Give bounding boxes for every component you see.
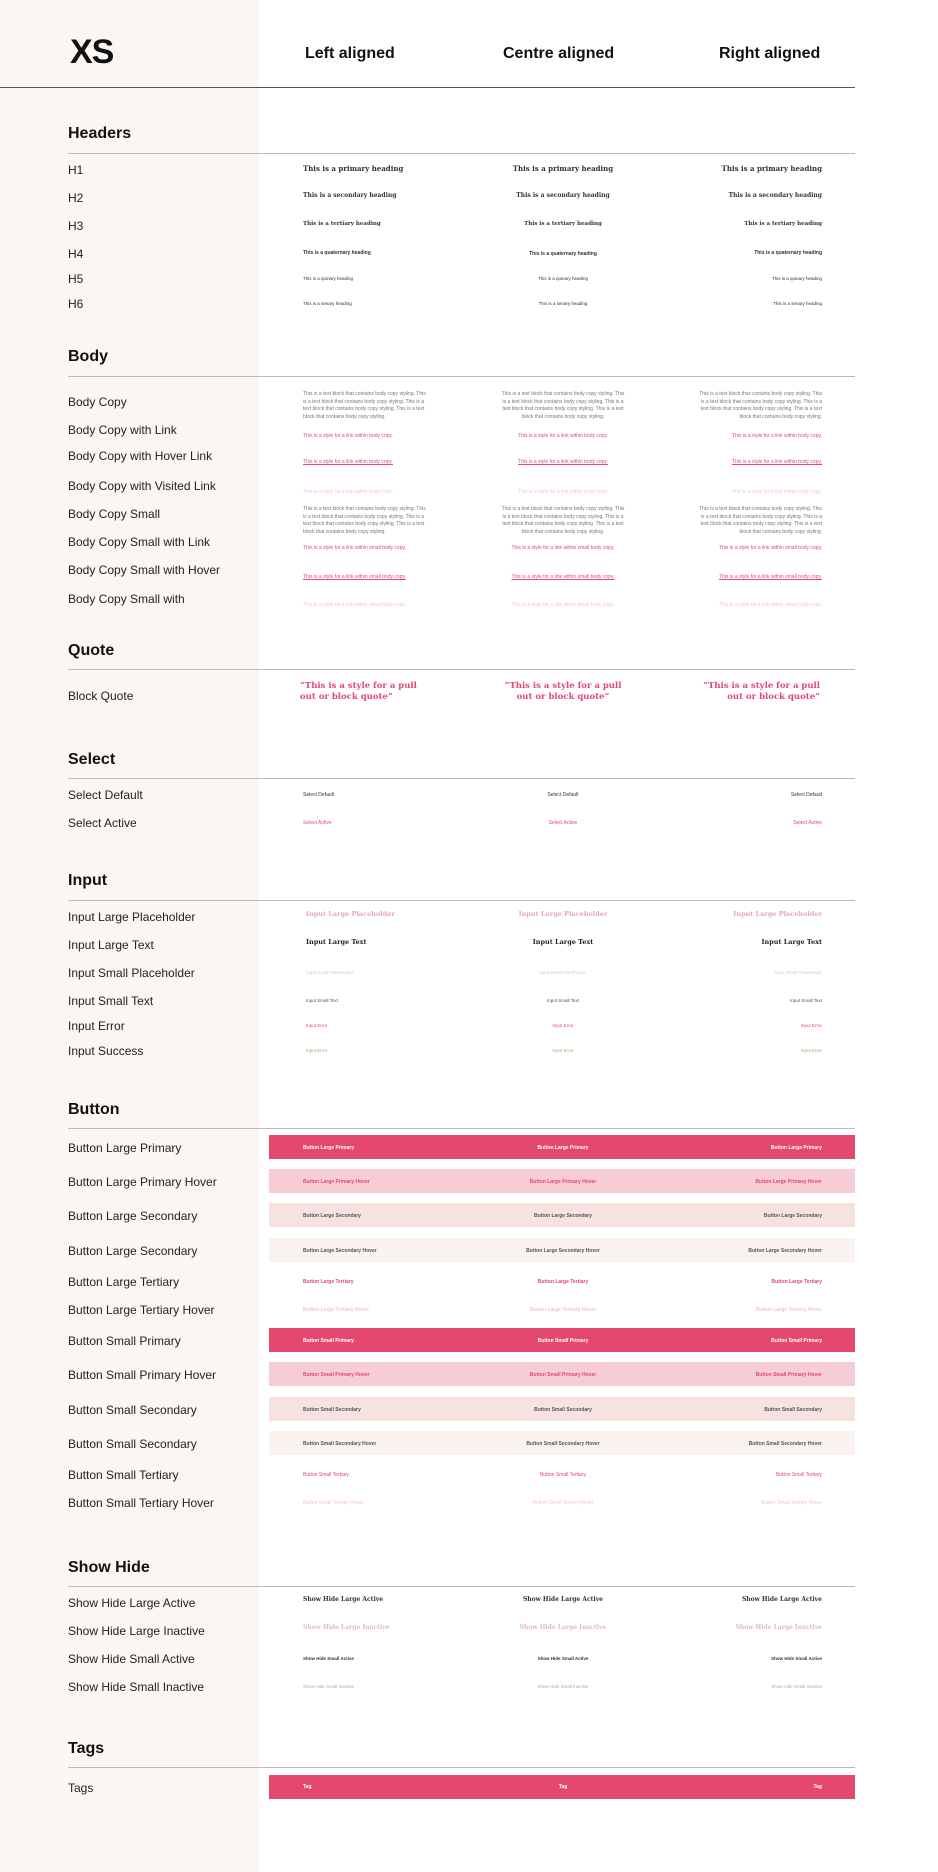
row-label-button-small-secondary: Button Small Secondary <box>68 1403 197 1417</box>
button-large-secondary-hover-right[interactable]: Button Large Secondary Hover <box>748 1248 822 1254</box>
h1-left: This is a primary heading <box>303 164 404 173</box>
show-hide-small-active-left[interactable]: Show Hide Small Active <box>303 1656 354 1661</box>
body-small-link-centre[interactable]: This is a style for a link within small body copy. <box>511 545 615 551</box>
button-small-secondary-hover-right[interactable]: Button Small Secondary Hover <box>748 1441 822 1447</box>
body-hover-link-left[interactable]: This is a style for a link within body copy. <box>303 459 393 465</box>
button-large-tertiary-right[interactable]: Button Large Tertiary <box>771 1279 822 1285</box>
select-active-centre[interactable]: Select Active <box>548 820 578 826</box>
button-large-secondary-left[interactable]: Button Large Secondary <box>303 1213 362 1219</box>
select-default-centre[interactable]: Select Default <box>547 792 579 798</box>
size-logo: XS <box>70 33 114 71</box>
row-label-body-copy-small-link: Body Copy Small with Link <box>68 535 211 549</box>
body-copy-small-left: This is a text block that contains body copy styling. This is a text block that contains body copy styling. This is a text block that contains body copy styling. This is a text block that contains body copy styling. <box>303 506 426 535</box>
h4-right: This is a quaternary heading <box>754 250 822 256</box>
row-label-button-large-tertiary-hover: Button Large Tertiary Hover <box>68 1303 215 1317</box>
select-active-right[interactable]: Select Active <box>793 820 822 826</box>
show-hide-small-inactive-right[interactable]: Show Hide Small Inactive <box>770 1684 822 1689</box>
input-large-text-left[interactable]: Input Large Text <box>306 938 367 946</box>
row-label-h5: H5 <box>68 272 84 286</box>
section-title-headers: Headers <box>68 125 132 142</box>
column-header-centre: Centre aligned <box>503 45 615 62</box>
section-title-select: Select <box>68 751 116 768</box>
button-small-secondary-right[interactable]: Button Small Secondary <box>764 1407 822 1413</box>
row-label-h4: H4 <box>68 247 84 261</box>
button-large-tertiary-hover-right[interactable]: Button Large Tertiary Hover <box>755 1307 822 1313</box>
row-label-button-large-tertiary: Button Large Tertiary <box>68 1275 180 1289</box>
body-small-visited-link-centre[interactable]: This is a style for a link within small body copy. <box>511 602 615 608</box>
input-success-right[interactable]: Input Error <box>800 1048 822 1053</box>
button-small-tertiary-hover-left[interactable]: Button Small Tertiary Hover <box>303 1500 364 1506</box>
button-small-tertiary-centre[interactable]: Button Small Tertiary <box>539 1472 587 1478</box>
body-small-link-left[interactable]: This is a style for a link within small body copy. <box>303 545 407 551</box>
row-label-body-copy-small-visited: Body Copy Small with <box>68 592 185 606</box>
show-hide-large-inactive-right[interactable]: Show Hide Large Inactive <box>735 1624 822 1631</box>
h1-right: This is a primary heading <box>721 164 822 173</box>
show-hide-small-active-centre[interactable]: Show Hide Small Active <box>537 1656 589 1661</box>
row-label-h3: H3 <box>68 219 84 233</box>
body-copy-small-centre: This is a text block that contains body copy styling. This is a text block that contains body copy styling. This is a text block that contains body copy styling. This is a text block that contains body copy styling. <box>501 506 625 535</box>
row-label-input-success: Input Success <box>68 1044 144 1058</box>
button-small-primary-hover-right[interactable]: Button Small Primary Hover <box>755 1372 822 1378</box>
show-hide-large-active-centre[interactable]: Show Hide Large Active <box>522 1596 604 1603</box>
row-label-select-default: Select Default <box>68 788 143 802</box>
column-header-left: Left aligned <box>305 45 395 62</box>
row-label-show-hide-small-active: Show Hide Small Active <box>68 1652 195 1666</box>
row-label-input-large-placeholder: Input Large Placeholder <box>68 910 196 924</box>
button-large-secondary-centre[interactable]: Button Large Secondary <box>533 1213 593 1219</box>
row-label-tags: Tags <box>68 1781 94 1795</box>
row-label-h1: H1 <box>68 163 84 177</box>
input-large-text-centre[interactable]: Input Large Text <box>532 938 594 946</box>
section-title-input: Input <box>68 872 108 889</box>
button-small-tertiary-left[interactable]: Button Small Tertiary <box>303 1472 350 1478</box>
show-hide-large-inactive-centre[interactable]: Show Hide Large Inactive <box>519 1624 607 1631</box>
row-label-select-active: Select Active <box>68 816 137 830</box>
button-large-primary-hover-right[interactable]: Button Large Primary Hover <box>755 1179 822 1185</box>
button-large-primary-hover-left[interactable]: Button Large Primary Hover <box>303 1179 370 1185</box>
button-small-primary-left[interactable]: Button Small Primary <box>303 1338 354 1344</box>
button-large-secondary-right[interactable]: Button Large Secondary <box>763 1213 822 1219</box>
h3-left: This is a tertiary heading <box>303 221 381 227</box>
select-default-left[interactable]: Select Default <box>303 792 335 798</box>
h6-right: This is a senary heading <box>773 301 822 306</box>
button-small-tertiary-right[interactable]: Button Small Tertiary <box>775 1472 822 1478</box>
body-small-hover-link-right[interactable]: This is a style for a link within small body copy. <box>718 574 822 580</box>
button-large-primary-centre[interactable]: Button Large Primary <box>537 1145 589 1151</box>
row-label-button-large-primary-hover: Button Large Primary Hover <box>68 1175 217 1189</box>
row-label-show-hide-small-inactive: Show Hide Small Inactive <box>68 1680 205 1694</box>
body-small-hover-link-left[interactable]: This is a style for a link within small body copy. <box>303 574 407 580</box>
block-quote-right: “This is a style for a pull out or block quote” <box>703 681 820 702</box>
h2-centre: This is a secondary heading <box>516 192 610 199</box>
h4-left: This is a quaternary heading <box>303 250 371 256</box>
button-small-primary-centre[interactable]: Button Small Primary <box>537 1338 589 1344</box>
body-hover-link-right[interactable]: This is a style for a link within body copy. <box>732 459 822 465</box>
row-label-button-large-primary: Button Large Primary <box>68 1141 182 1155</box>
row-label-button-small-primary: Button Small Primary <box>68 1334 181 1348</box>
section-title-show-hide: Show Hide <box>68 1559 150 1576</box>
input-large-placeholder-centre[interactable]: Input Large Placeholder <box>518 910 608 918</box>
button-large-primary-right[interactable]: Button Large Primary <box>770 1145 822 1151</box>
input-small-text-left[interactable]: Input Small Text <box>306 998 338 1003</box>
button-small-primary-hover-centre[interactable]: Button Small Primary Hover <box>529 1372 597 1378</box>
row-label-input-small-placeholder: Input Small Placeholder <box>68 966 195 980</box>
show-hide-small-inactive-left[interactable]: Show Hide Small Inactive <box>303 1684 355 1689</box>
input-small-placeholder-right[interactable]: Input Small Placeholder <box>774 970 822 975</box>
input-success-left[interactable]: Input Error <box>306 1048 328 1053</box>
section-divider <box>68 1586 855 1587</box>
row-label-h2: H2 <box>68 191 84 205</box>
show-hide-small-active-right[interactable]: Show Hide Small Active <box>771 1656 822 1661</box>
input-large-placeholder-left[interactable]: Input Large Placeholder <box>306 910 395 918</box>
body-visited-link-centre[interactable]: This is a style for a link within body copy. <box>518 489 608 495</box>
h5-centre: This is a quinary heading <box>537 276 589 281</box>
h2-right: This is a secondary heading <box>728 192 822 199</box>
h5-left: This is a quinary heading <box>303 276 354 281</box>
body-small-hover-link-centre[interactable]: This is a style for a link within small body copy. <box>511 574 615 580</box>
body-visited-link-right[interactable]: This is a style for a link within body copy. <box>732 489 822 495</box>
button-large-primary-left[interactable]: Button Large Primary <box>303 1145 355 1151</box>
button-large-tertiary-hover-centre[interactable]: Button Large Tertiary Hover <box>529 1307 597 1313</box>
button-small-primary-right[interactable]: Button Small Primary <box>771 1338 822 1344</box>
button-large-tertiary-left[interactable]: Button Large Tertiary <box>303 1279 354 1285</box>
row-label-button-large-secondary: Button Large Secondary <box>68 1209 198 1223</box>
section-title-tags: Tags <box>68 1740 105 1757</box>
button-large-tertiary-centre[interactable]: Button Large Tertiary <box>537 1279 589 1285</box>
input-error-centre[interactable]: Input Error <box>552 1023 574 1028</box>
section-divider <box>68 900 855 901</box>
h3-right: This is a tertiary heading <box>744 221 822 227</box>
section-title-body: Body <box>68 348 108 365</box>
input-small-text-right[interactable]: Input Small Text <box>790 998 822 1003</box>
show-hide-large-active-right[interactable]: Show Hide Large Active <box>741 1596 822 1603</box>
input-error-right[interactable]: Input Error <box>800 1023 822 1028</box>
button-large-secondary-hover-centre[interactable]: Button Large Secondary Hover <box>526 1248 600 1254</box>
row-label-body-copy: Body Copy <box>68 395 127 409</box>
button-small-secondary-hover-left[interactable]: Button Small Secondary Hover <box>303 1441 377 1447</box>
body-link-left[interactable]: This is a style for a link within body copy. <box>303 433 393 439</box>
row-label-body-copy-small: Body Copy Small <box>68 507 161 521</box>
body-small-link-right[interactable]: This is a style for a link within small body copy. <box>718 545 822 551</box>
row-label-h6: H6 <box>68 297 84 311</box>
h2-left: This is a secondary heading <box>303 192 397 199</box>
h1-centre: This is a primary heading <box>512 164 614 173</box>
h6-left: This is a senary heading <box>303 301 352 306</box>
show-hide-small-inactive-centre[interactable]: Show Hide Small Inactive <box>537 1684 589 1689</box>
row-label-body-copy-link: Body Copy with Link <box>68 423 177 437</box>
button-large-secondary-hover-left[interactable]: Button Large Secondary Hover <box>303 1248 377 1254</box>
row-label-button-small-secondary-hover: Button Small Secondary <box>68 1437 197 1451</box>
show-hide-large-active-left[interactable]: Show Hide Large Active <box>303 1596 384 1603</box>
h5-right: This is a quinary heading <box>771 276 822 281</box>
section-divider <box>68 1767 855 1768</box>
button-small-secondary-centre[interactable]: Button Small Secondary <box>534 1407 592 1413</box>
section-title-button: Button <box>68 1101 120 1118</box>
h6-centre: This is a senary heading <box>538 301 588 306</box>
body-copy-right: This is a text block that contains body copy styling. This is a text block that contains body copy styling. This is a text block that contains body copy styling. This is a text block that contains body copy styling. <box>699 391 822 420</box>
section-divider <box>68 376 855 377</box>
body-link-right[interactable]: This is a style for a link within body copy. <box>732 433 822 439</box>
row-label-button-large-secondary-hover: Button Large Secondary <box>68 1244 198 1258</box>
show-hide-large-inactive-left[interactable]: Show Hide Large Inactive <box>303 1624 390 1631</box>
header-divider <box>0 87 855 88</box>
input-small-text-centre[interactable]: Input Small Text <box>547 998 579 1003</box>
body-small-visited-link-left[interactable]: This is a style for a link within small body copy. <box>303 602 407 608</box>
row-label-block-quote: Block Quote <box>68 689 134 703</box>
section-divider <box>68 669 855 670</box>
input-success-centre[interactable]: Input Error <box>552 1048 574 1053</box>
body-small-visited-link-right[interactable]: This is a style for a link within small body copy. <box>718 602 822 608</box>
row-label-body-copy-small-hover: Body Copy Small with Hover <box>68 563 221 577</box>
row-label-button-small-tertiary: Button Small Tertiary <box>68 1468 179 1482</box>
section-divider <box>68 153 855 154</box>
button-large-primary-hover-centre[interactable]: Button Large Primary Hover <box>529 1179 597 1185</box>
body-copy-small-right: This is a text block that contains body copy styling. This is a text block that contains body copy styling. This is a text block that contains body copy styling. This is a text block that contains body copy styling. <box>699 506 822 535</box>
h3-centre: This is a tertiary heading <box>524 221 602 227</box>
body-link-centre[interactable]: This is a style for a link within body copy. <box>518 433 608 439</box>
body-hover-link-centre[interactable]: This is a style for a link within body copy. <box>518 459 608 465</box>
row-label-button-small-tertiary-hover: Button Small Tertiary Hover <box>68 1496 214 1510</box>
select-default-right[interactable]: Select Default <box>790 792 822 798</box>
block-quote-centre: “This is a style for a pull out or block quote” <box>504 681 622 702</box>
row-label-body-copy-visited-link: Body Copy with Visited Link <box>68 479 216 493</box>
row-label-show-hide-large-inactive: Show Hide Large Inactive <box>68 1624 205 1638</box>
input-large-text-right[interactable]: Input Large Text <box>761 938 822 946</box>
sidebar-background <box>0 0 259 1872</box>
button-small-secondary-left[interactable]: Button Small Secondary <box>303 1407 361 1413</box>
section-title-quote: Quote <box>68 642 115 659</box>
row-label-body-copy-hover-link: Body Copy with Hover Link <box>68 449 213 463</box>
row-label-input-small-text: Input Small Text <box>68 994 154 1008</box>
body-copy-left: This is a text block that contains body copy styling. This is a text block that contains body copy styling. This is a text block that contains body copy styling. This is a text block that contains body copy styling. <box>303 391 426 420</box>
button-small-primary-hover-left[interactable]: Button Small Primary Hover <box>303 1372 370 1378</box>
column-header-right: Right aligned <box>719 45 821 62</box>
row-label-input-error: Input Error <box>68 1019 125 1033</box>
section-divider <box>68 1128 855 1129</box>
body-visited-link-left[interactable]: This is a style for a link within body copy. <box>303 489 393 495</box>
tag-left[interactable]: Tag <box>303 1784 312 1790</box>
body-copy-centre: This is a text block that contains body copy styling. This is a text block that contains body copy styling. This is a text block that contains body copy styling. This is a text block that contains body copy styling. <box>501 391 625 420</box>
row-label-button-small-primary-hover: Button Small Primary Hover <box>68 1368 217 1382</box>
section-divider <box>68 778 855 779</box>
button-small-secondary-hover-centre[interactable]: Button Small Secondary Hover <box>526 1441 600 1447</box>
row-label-input-large-text: Input Large Text <box>68 938 154 952</box>
row-label-show-hide-large-active: Show Hide Large Active <box>68 1596 196 1610</box>
tag-right[interactable]: Tag <box>813 1784 822 1790</box>
h4-centre: This is a quaternary heading <box>529 251 597 257</box>
input-error-left[interactable]: Input Error <box>306 1023 328 1028</box>
button-large-tertiary-hover-left[interactable]: Button Large Tertiary Hover <box>303 1307 370 1313</box>
input-large-placeholder-right[interactable]: Input Large Placeholder <box>733 910 822 918</box>
button-small-tertiary-hover-centre[interactable]: Button Small Tertiary Hover <box>532 1500 594 1506</box>
tag-centre[interactable]: Tag <box>558 1784 568 1790</box>
input-small-placeholder-left[interactable]: Input Small Placeholder <box>306 970 354 975</box>
input-small-placeholder-centre[interactable]: Input Small Placeholder <box>539 970 587 975</box>
select-active-left[interactable]: Select Active <box>303 820 332 826</box>
button-small-tertiary-hover-right[interactable]: Button Small Tertiary Hover <box>761 1500 822 1506</box>
block-quote-left: “This is a style for a pull out or block quote” <box>300 681 417 702</box>
